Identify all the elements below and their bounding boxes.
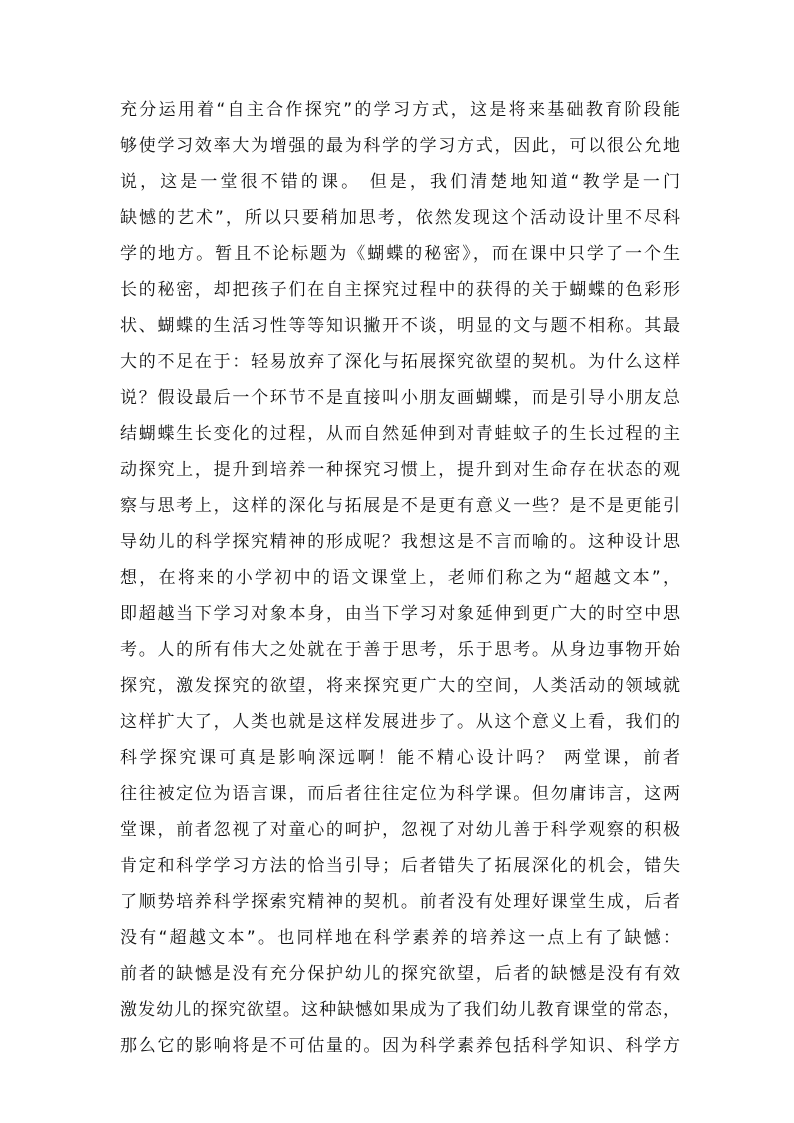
text-line: 说，这是一堂很不错的课。 但是，我们清楚地知道“教学是一门 [120, 172, 680, 192]
text-line: 状、蝴蝶的生活习性等等知识撇开不谈，明显的文与题不相称。其最 [120, 316, 680, 336]
text-line: 没有“超越文本”。也同样地在科学素养的培养这一点上有了缺憾： [120, 928, 680, 948]
text-line: 说？假设最后一个环节不是直接叫小朋友画蝴蝶，而是引导小朋友总 [120, 388, 680, 408]
text-line: 这样扩大了，人类也就是这样发展进步了。从这个意义上看，我们的 [120, 712, 680, 732]
text-line: 探究，激发探究的欲望，将来探究更广大的空间，人类活动的领域就 [120, 676, 680, 696]
text-line: 缺憾的艺术”，所以只要稍加思考，依然发现这个活动设计里不尽科 [120, 208, 680, 228]
text-line: 肯定和科学学习方法的恰当引导；后者错失了拓展深化的机会，错失 [120, 856, 680, 876]
text-line: 往往被定位为语言课，而后者往往定位为科学课。但勿庸讳言，这两 [120, 784, 680, 804]
text-line: 考。人的所有伟大之处就在于善于思考，乐于思考。从身边事物开始 [120, 640, 680, 660]
body-text [120, 92, 680, 1064]
text-line: 导幼儿的科学探究精神的形成呢？我想这是不言而喻的。这种设计思 [120, 532, 680, 552]
text-line: 科学探究课可真是影响深远啊！能不精心设计吗？ 两堂课，前者 [120, 748, 680, 768]
text-line: 充分运用着“自主合作探究”的学习方式，这是将来基础教育阶段能 [120, 100, 680, 120]
text-line: 动探究上，提升到培养一种探究习惯上，提升到对生命存在状态的观 [120, 460, 680, 480]
text-line: 即超越当下学习对象本身，由当下学习对象延伸到更广大的时空中思 [120, 604, 680, 624]
text-line: 长的秘密，却把孩子们在自主探究过程中的获得的关于蝴蝶的色彩形 [120, 280, 680, 300]
text-line: 前者的缺憾是没有充分保护幼儿的探究欲望，后者的缺憾是没有有效 [120, 964, 680, 984]
text-line: 察与思考上，这样的深化与拓展是不是更有意义一些？是不是更能引 [120, 496, 680, 516]
text-line: 学的地方。暂且不论标题为《蝴蝶的秘密》，而在课中只学了一个生 [120, 244, 680, 264]
text-line: 想，在将来的小学初中的语文课堂上，老师们称之为“超越文本”， [120, 568, 680, 588]
text-line: 堂课，前者忽视了对童心的呵护，忽视了对幼儿善于科学观察的积极 [120, 820, 680, 840]
text-line: 够使学习效率大为增强的最为科学的学习方式，因此，可以很公允地 [120, 136, 680, 156]
text-line: 激发幼儿的探究欲望。这种缺憾如果成为了我们幼儿教育课堂的常态， [120, 1000, 680, 1020]
text-line: 结蝴蝶生长变化的过程，从而自然延伸到对青蛙蚊子的生长过程的主 [120, 424, 680, 444]
text-line: 那么它的影响将是不可估量的。因为科学素养包括科学知识、科学方 [120, 1036, 680, 1056]
text-line: 大的不足在于：轻易放弃了深化与拓展探究欲望的契机。为什么这样 [120, 352, 680, 372]
text-line: 了顺势培养科学探索究精神的契机。前者没有处理好课堂生成，后者 [120, 892, 680, 912]
